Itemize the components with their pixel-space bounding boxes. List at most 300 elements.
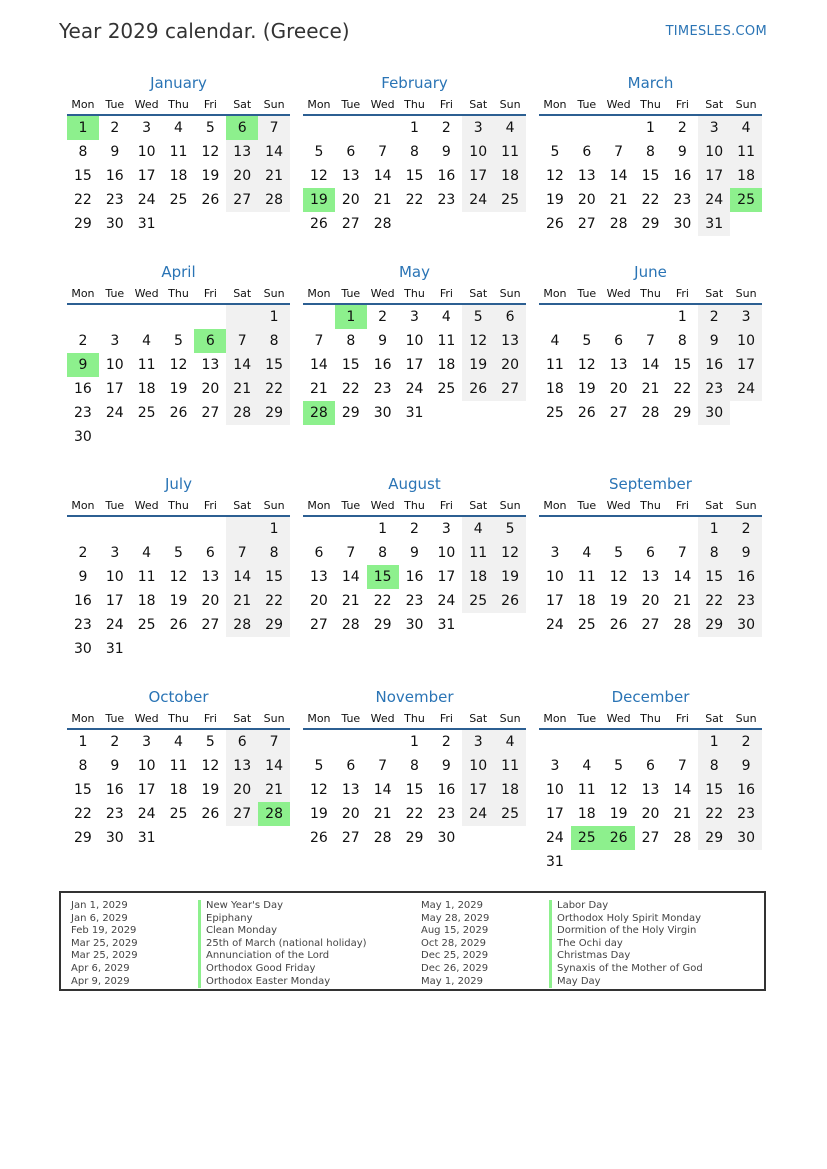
legend-holiday-name: Annunciation of the Lord bbox=[198, 950, 367, 963]
day-cell: 24 bbox=[105, 405, 124, 421]
weekday-label: Sat bbox=[469, 98, 488, 111]
day-cell: 4 bbox=[142, 545, 152, 561]
day-cell: 24 bbox=[137, 192, 156, 208]
weekday-label: Sun bbox=[263, 98, 285, 111]
day-cell: 2 bbox=[730, 517, 762, 541]
holiday-day-cell: 1 bbox=[335, 305, 367, 329]
weekday-header bbox=[303, 710, 526, 730]
weekday-label: Tue bbox=[105, 98, 125, 111]
day-cell: 23 bbox=[673, 192, 692, 208]
month-name: March bbox=[627, 74, 674, 92]
day-cell: 3 bbox=[462, 730, 494, 754]
day-cell: 5 bbox=[314, 758, 324, 774]
day-cell: 3 bbox=[142, 734, 152, 750]
day-cell: 29 bbox=[258, 401, 290, 425]
day-cell: 5 bbox=[614, 545, 624, 561]
weekday-label: Fri bbox=[675, 98, 689, 111]
legend-date: Oct 28, 2029 bbox=[421, 937, 486, 949]
empty-cell bbox=[194, 305, 226, 329]
day-cell: 20 bbox=[494, 353, 526, 377]
legend-date: Mar 25, 2029 bbox=[71, 937, 138, 949]
weekday-label: Fri bbox=[203, 98, 217, 111]
day-cell: 6 bbox=[205, 545, 215, 561]
weekday-label: Wed bbox=[370, 98, 395, 111]
day-cell: 23 bbox=[373, 381, 392, 397]
day-cell: 1 bbox=[698, 730, 730, 754]
day-cell: 17 bbox=[546, 806, 564, 822]
legend-date: Jan 6, 2029 bbox=[71, 912, 128, 924]
legend-holiday-name: Orthodox Good Friday bbox=[198, 963, 367, 976]
day-cell: 2 bbox=[110, 120, 120, 136]
day-cell: 3 bbox=[110, 333, 120, 349]
day-cell: 16 bbox=[698, 353, 730, 377]
empty-cell bbox=[131, 305, 163, 329]
weekday-header bbox=[303, 96, 526, 116]
day-cell: 26 bbox=[169, 617, 188, 633]
day-cell: 27 bbox=[201, 405, 220, 421]
day-cell: 24 bbox=[137, 806, 156, 822]
day-cell: 25 bbox=[462, 589, 494, 613]
day-cell: 6 bbox=[646, 545, 655, 561]
day-cell: 23 bbox=[437, 192, 456, 208]
day-cell: 20 bbox=[201, 381, 220, 397]
day-cell: 5 bbox=[174, 333, 183, 349]
day-cell: 8 bbox=[78, 758, 88, 774]
weekday-label: Thu bbox=[640, 98, 661, 111]
day-cell: 12 bbox=[310, 168, 328, 184]
day-cell: 16 bbox=[373, 357, 392, 373]
day-cell: 5 bbox=[174, 545, 183, 561]
day-cell: 11 bbox=[169, 144, 188, 160]
legend-holiday-name: Orthodox Easter Monday bbox=[198, 976, 367, 989]
day-cell: 10 bbox=[105, 569, 124, 585]
day-cell: 8 bbox=[346, 333, 356, 349]
day-cell: 16 bbox=[105, 168, 124, 184]
weekday-header bbox=[67, 710, 290, 730]
day-cell: 5 bbox=[314, 144, 324, 160]
weekday-label: Tue bbox=[105, 499, 125, 512]
day-cell: 20 bbox=[641, 806, 660, 822]
day-cell: 30 bbox=[673, 216, 692, 232]
day-cell: 22 bbox=[698, 589, 730, 613]
day-cell: 26 bbox=[609, 617, 628, 633]
day-cell: 19 bbox=[169, 381, 188, 397]
day-cell: 11 bbox=[546, 357, 564, 373]
weekday-label: Sat bbox=[233, 499, 252, 512]
day-cell: 6 bbox=[314, 545, 324, 561]
weekday-label: Sun bbox=[735, 499, 757, 512]
legend-holiday-name: Synaxis of the Mother of God bbox=[549, 963, 703, 976]
day-cell: 15 bbox=[258, 353, 290, 377]
day-cell: 18 bbox=[169, 782, 188, 798]
day-cell: 15 bbox=[258, 565, 290, 589]
day-cell: 3 bbox=[441, 521, 451, 537]
day-cell: 22 bbox=[641, 192, 660, 208]
empty-cell bbox=[666, 517, 698, 541]
empty-cell bbox=[367, 116, 399, 140]
day-cell: 7 bbox=[258, 116, 290, 140]
day-cell: 25 bbox=[494, 802, 526, 826]
legend-date: May 1, 2029 bbox=[421, 900, 484, 911]
holiday-day-cell: 25 bbox=[730, 188, 762, 212]
day-cell: 16 bbox=[74, 381, 92, 397]
day-cell: 2 bbox=[441, 120, 451, 136]
day-cell: 15 bbox=[698, 778, 730, 802]
day-cell: 23 bbox=[105, 192, 124, 208]
day-cell: 11 bbox=[494, 754, 526, 778]
day-cell: 10 bbox=[546, 569, 564, 585]
day-cell: 23 bbox=[698, 377, 730, 401]
weekday-label: Mon bbox=[543, 499, 567, 512]
day-cell: 15 bbox=[673, 357, 692, 373]
weekday-label: Mon bbox=[543, 98, 567, 111]
day-cell: 18 bbox=[577, 806, 596, 822]
day-cell: 6 bbox=[582, 144, 592, 160]
empty-cell bbox=[571, 730, 603, 754]
day-cell: 19 bbox=[462, 353, 494, 377]
weekday-label: Tue bbox=[341, 712, 361, 725]
empty-cell bbox=[367, 730, 399, 754]
weekday-label: Fri bbox=[675, 499, 689, 512]
weekday-label: Sat bbox=[705, 499, 724, 512]
day-cell: 26 bbox=[494, 589, 526, 613]
day-cell: 22 bbox=[698, 802, 730, 826]
day-cell: 23 bbox=[730, 589, 762, 613]
day-cell: 10 bbox=[405, 333, 424, 349]
weekday-label: Sat bbox=[233, 98, 252, 111]
day-cell: 7 bbox=[346, 545, 356, 561]
day-cell: 28 bbox=[373, 830, 392, 846]
day-cell: 6 bbox=[494, 305, 526, 329]
holiday-day-cell: 19 bbox=[303, 188, 335, 212]
day-cell: 25 bbox=[137, 617, 156, 633]
day-cell: 17 bbox=[105, 593, 124, 609]
day-cell: 13 bbox=[577, 168, 596, 184]
day-grid bbox=[303, 517, 526, 637]
day-cell: 15 bbox=[341, 357, 360, 373]
day-cell: 7 bbox=[614, 144, 624, 160]
day-grid bbox=[303, 730, 526, 850]
day-cell: 1 bbox=[698, 517, 730, 541]
day-cell: 25 bbox=[169, 806, 188, 822]
day-cell: 4 bbox=[142, 333, 152, 349]
day-cell: 19 bbox=[169, 593, 188, 609]
day-cell: 20 bbox=[226, 164, 258, 188]
day-cell: 2 bbox=[698, 305, 730, 329]
day-cell: 8 bbox=[677, 333, 687, 349]
day-cell: 11 bbox=[169, 758, 188, 774]
day-cell: 29 bbox=[74, 216, 92, 232]
day-cell: 9 bbox=[698, 329, 730, 353]
empty-cell bbox=[67, 305, 99, 329]
day-cell: 7 bbox=[378, 144, 388, 160]
legend-date: May 1, 2029 bbox=[421, 975, 484, 987]
holiday-day-cell: 6 bbox=[194, 329, 226, 353]
month-name: February bbox=[381, 74, 448, 92]
empty-cell bbox=[603, 305, 635, 329]
day-cell: 14 bbox=[673, 782, 692, 798]
day-cell: 8 bbox=[258, 541, 290, 565]
weekday-label: Wed bbox=[134, 499, 159, 512]
day-cell: 25 bbox=[494, 188, 526, 212]
day-cell: 29 bbox=[641, 216, 660, 232]
empty-cell bbox=[226, 517, 258, 541]
weekday-label: Mon bbox=[307, 499, 331, 512]
legend-holiday-name: Labor Day bbox=[549, 900, 703, 913]
day-cell: 6 bbox=[646, 758, 655, 774]
weekday-label: Mon bbox=[71, 712, 95, 725]
weekday-label: Fri bbox=[439, 499, 453, 512]
day-cell: 24 bbox=[730, 377, 762, 401]
legend-holiday-name: Orthodox Holy Spirit Monday bbox=[549, 913, 703, 926]
weekday-header bbox=[539, 710, 762, 730]
day-cell: 21 bbox=[609, 192, 628, 208]
day-cell: 15 bbox=[405, 168, 424, 184]
holiday-day-cell: 9 bbox=[67, 353, 99, 377]
weekday-label: Mon bbox=[307, 287, 331, 300]
month-name: November bbox=[375, 688, 454, 706]
weekday-label: Tue bbox=[341, 499, 361, 512]
day-cell: 8 bbox=[698, 754, 730, 778]
weekday-label: Mon bbox=[71, 499, 95, 512]
day-cell: 18 bbox=[494, 164, 526, 188]
day-cell: 14 bbox=[641, 357, 660, 373]
weekday-label: Tue bbox=[577, 499, 597, 512]
day-cell: 23 bbox=[74, 617, 92, 633]
day-cell: 8 bbox=[646, 144, 655, 160]
month-february bbox=[303, 71, 526, 236]
day-cell: 20 bbox=[226, 778, 258, 802]
weekday-header bbox=[539, 96, 762, 116]
day-cell: 6 bbox=[346, 758, 356, 774]
day-cell: 28 bbox=[373, 216, 392, 232]
day-cell: 18 bbox=[577, 593, 596, 609]
day-cell: 10 bbox=[730, 329, 762, 353]
day-cell: 27 bbox=[310, 617, 328, 633]
day-grid bbox=[303, 116, 526, 236]
weekday-label: Mon bbox=[71, 98, 95, 111]
month-january bbox=[67, 71, 290, 236]
day-cell: 13 bbox=[641, 569, 660, 585]
weekday-header bbox=[539, 497, 762, 517]
month-november bbox=[303, 685, 526, 850]
day-cell: 11 bbox=[137, 569, 156, 585]
weekday-label: Thu bbox=[404, 499, 425, 512]
day-cell: 19 bbox=[577, 381, 596, 397]
day-cell: 26 bbox=[201, 806, 220, 822]
legend-holiday-name: The Ochi day bbox=[549, 938, 703, 951]
day-cell: 15 bbox=[74, 782, 92, 798]
weekday-label: Thu bbox=[168, 287, 189, 300]
day-cell: 28 bbox=[258, 188, 290, 212]
month-name: January bbox=[150, 74, 207, 92]
legend-date: Jan 1, 2029 bbox=[71, 900, 128, 911]
day-cell: 10 bbox=[462, 754, 494, 778]
day-cell: 10 bbox=[698, 140, 730, 164]
day-cell: 11 bbox=[437, 333, 456, 349]
day-cell: 15 bbox=[74, 168, 92, 184]
day-cell: 18 bbox=[169, 168, 188, 184]
brand-link[interactable]: TIMESLES.COM bbox=[665, 24, 767, 39]
day-cell: 29 bbox=[74, 830, 92, 846]
legend-holiday-name: 25th of March (national holiday) bbox=[198, 938, 367, 951]
day-cell: 4 bbox=[582, 545, 592, 561]
holiday-day-cell: 1 bbox=[67, 116, 99, 140]
day-cell: 27 bbox=[577, 216, 596, 232]
day-cell: 7 bbox=[677, 545, 687, 561]
day-cell: 31 bbox=[137, 830, 156, 846]
day-cell: 4 bbox=[494, 730, 526, 754]
day-cell: 24 bbox=[462, 188, 494, 212]
weekday-label: Thu bbox=[168, 98, 189, 111]
day-cell: 8 bbox=[258, 329, 290, 353]
day-cell: 11 bbox=[577, 569, 596, 585]
legend-dates-left bbox=[71, 900, 138, 988]
day-cell: 8 bbox=[378, 545, 388, 561]
day-cell: 30 bbox=[730, 613, 762, 637]
day-cell: 30 bbox=[405, 617, 424, 633]
weekday-label: Sun bbox=[263, 499, 285, 512]
day-cell: 12 bbox=[169, 357, 188, 373]
day-cell: 23 bbox=[405, 593, 424, 609]
day-cell: 17 bbox=[462, 164, 494, 188]
day-cell: 21 bbox=[641, 381, 660, 397]
month-march bbox=[539, 71, 762, 236]
day-cell: 28 bbox=[226, 401, 258, 425]
weekday-label: Tue bbox=[577, 287, 597, 300]
weekday-label: Fri bbox=[675, 712, 689, 725]
day-cell: 13 bbox=[201, 357, 220, 373]
day-cell: 21 bbox=[673, 593, 692, 609]
day-grid bbox=[67, 517, 290, 661]
day-cell: 18 bbox=[546, 381, 564, 397]
day-cell: 30 bbox=[105, 216, 124, 232]
day-cell: 30 bbox=[74, 429, 92, 445]
weekday-label: Sat bbox=[469, 712, 488, 725]
day-cell: 12 bbox=[462, 329, 494, 353]
day-grid bbox=[539, 517, 762, 637]
day-cell: 15 bbox=[641, 168, 660, 184]
holiday-day-cell: 28 bbox=[303, 401, 335, 425]
day-cell: 17 bbox=[437, 569, 456, 585]
day-cell: 4 bbox=[582, 758, 592, 774]
empty-cell bbox=[335, 730, 367, 754]
weekday-label: Thu bbox=[168, 712, 189, 725]
weekday-label: Wed bbox=[370, 712, 395, 725]
day-cell: 26 bbox=[310, 216, 328, 232]
day-cell: 24 bbox=[437, 593, 456, 609]
legend-date: Mar 25, 2029 bbox=[71, 950, 138, 962]
day-cell: 14 bbox=[226, 353, 258, 377]
weekday-label: Wed bbox=[370, 287, 395, 300]
month-august bbox=[303, 472, 526, 637]
weekday-header bbox=[67, 497, 290, 517]
month-september bbox=[539, 472, 762, 637]
day-grid bbox=[67, 305, 290, 449]
day-cell: 14 bbox=[258, 140, 290, 164]
empty-cell bbox=[666, 730, 698, 754]
month-april bbox=[67, 260, 290, 449]
day-cell: 11 bbox=[137, 357, 156, 373]
day-cell: 2 bbox=[378, 309, 388, 325]
empty-cell bbox=[67, 517, 99, 541]
legend-holiday-name: Dormition of the Holy Virgin bbox=[549, 925, 703, 938]
day-cell: 2 bbox=[78, 333, 88, 349]
day-cell: 3 bbox=[550, 758, 560, 774]
weekday-label: Sat bbox=[233, 287, 252, 300]
day-cell: 13 bbox=[641, 782, 660, 798]
day-cell: 12 bbox=[609, 782, 628, 798]
weekday-header bbox=[303, 285, 526, 305]
day-cell: 2 bbox=[441, 734, 451, 750]
day-cell: 17 bbox=[405, 357, 424, 373]
day-cell: 29 bbox=[673, 405, 692, 421]
day-cell: 3 bbox=[410, 309, 419, 325]
day-cell: 30 bbox=[698, 401, 730, 425]
day-cell: 10 bbox=[546, 782, 564, 798]
weekday-label: Sun bbox=[499, 287, 521, 300]
day-cell: 13 bbox=[341, 782, 360, 798]
weekday-label: Sat bbox=[705, 287, 724, 300]
day-cell: 13 bbox=[201, 569, 220, 585]
empty-cell bbox=[226, 305, 258, 329]
holiday-day-cell: 6 bbox=[226, 116, 258, 140]
empty-cell bbox=[539, 730, 571, 754]
day-cell: 21 bbox=[226, 377, 258, 401]
month-june bbox=[539, 260, 762, 425]
weekday-label: Tue bbox=[105, 287, 125, 300]
day-cell: 17 bbox=[105, 381, 124, 397]
day-cell: 31 bbox=[437, 617, 456, 633]
day-cell: 9 bbox=[110, 144, 120, 160]
day-cell: 5 bbox=[205, 120, 215, 136]
weekday-header bbox=[67, 285, 290, 305]
weekday-label: Wed bbox=[606, 499, 631, 512]
empty-cell bbox=[539, 116, 571, 140]
legend-holiday-name: Epiphany bbox=[198, 913, 367, 926]
day-cell: 18 bbox=[730, 164, 762, 188]
day-cell: 25 bbox=[577, 617, 596, 633]
day-grid bbox=[539, 305, 762, 425]
day-cell: 29 bbox=[258, 613, 290, 637]
weekday-label: Mon bbox=[307, 98, 331, 111]
day-cell: 11 bbox=[730, 140, 762, 164]
day-cell: 31 bbox=[105, 641, 124, 657]
day-cell: 28 bbox=[673, 830, 692, 846]
day-grid bbox=[539, 116, 762, 236]
empty-cell bbox=[603, 517, 635, 541]
weekday-header bbox=[303, 497, 526, 517]
day-cell: 10 bbox=[437, 545, 456, 561]
day-cell: 14 bbox=[373, 168, 392, 184]
day-cell: 14 bbox=[609, 168, 628, 184]
day-cell: 26 bbox=[169, 405, 188, 421]
day-cell: 29 bbox=[698, 826, 730, 850]
weekday-header bbox=[539, 285, 762, 305]
day-cell: 13 bbox=[226, 140, 258, 164]
day-cell: 3 bbox=[730, 305, 762, 329]
day-cell: 20 bbox=[641, 593, 660, 609]
legend-date: Dec 25, 2029 bbox=[421, 950, 489, 962]
day-cell: 1 bbox=[78, 734, 88, 750]
day-cell: 17 bbox=[137, 782, 156, 798]
day-cell: 19 bbox=[201, 782, 220, 798]
day-cell: 22 bbox=[341, 381, 360, 397]
weekday-label: Wed bbox=[606, 287, 631, 300]
day-cell: 16 bbox=[437, 782, 456, 798]
day-cell: 7 bbox=[226, 541, 258, 565]
day-cell: 7 bbox=[314, 333, 324, 349]
